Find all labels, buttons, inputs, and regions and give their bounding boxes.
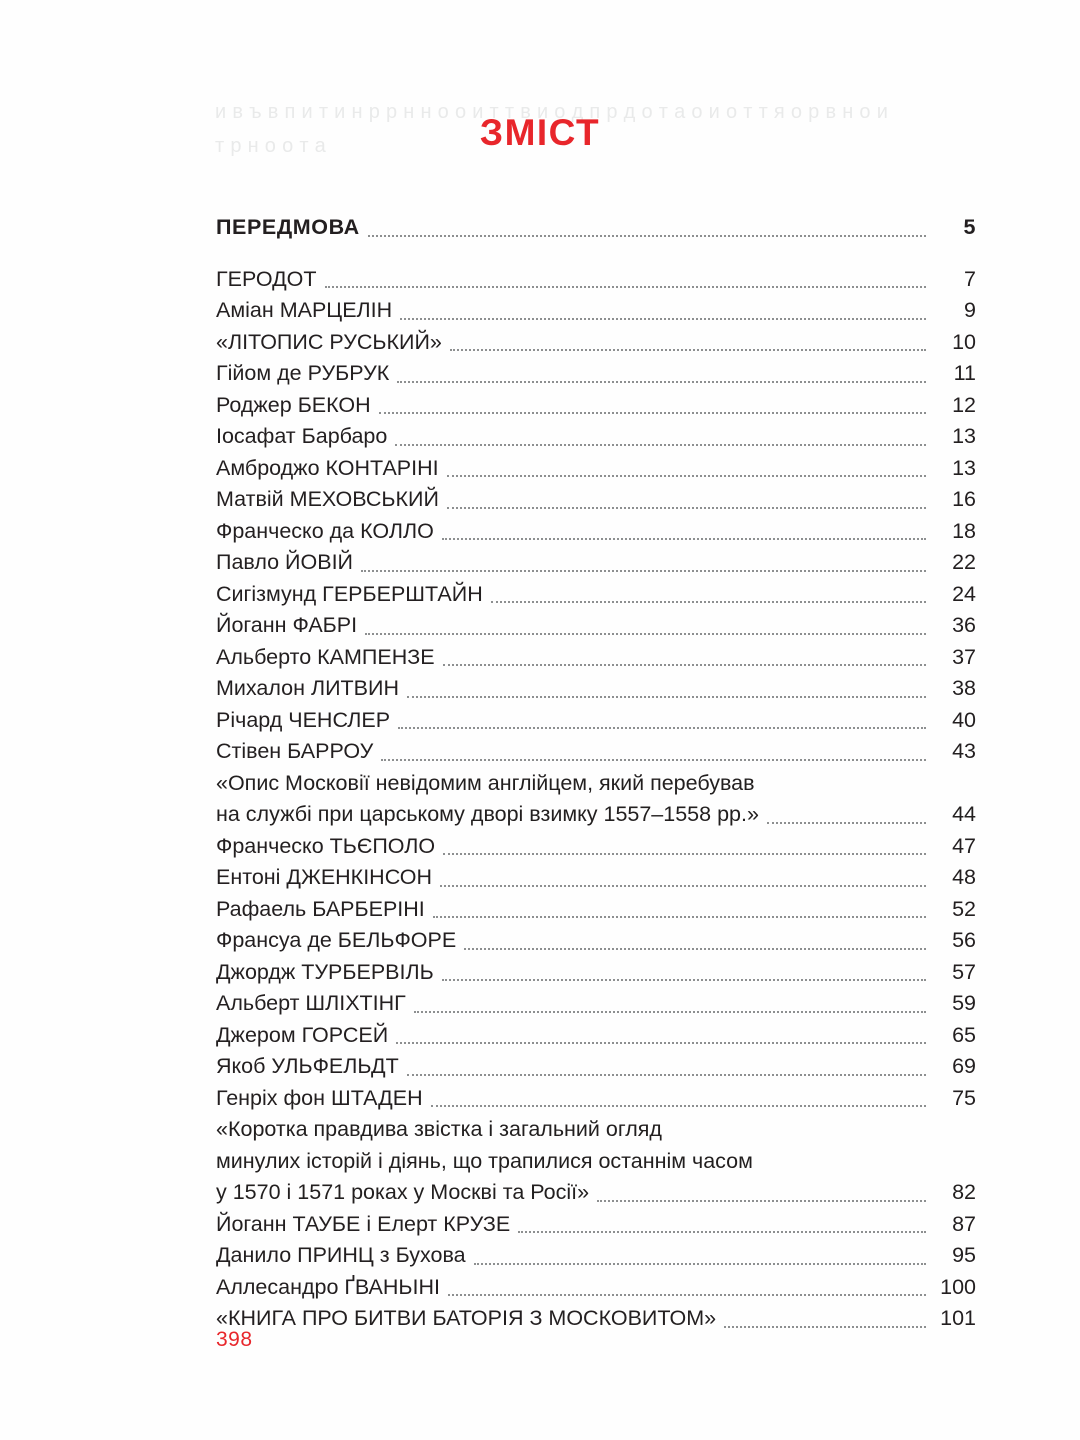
toc-entry[interactable] xyxy=(216,831,976,863)
toc-leader-dots xyxy=(379,411,926,414)
toc-entry-page: 52 xyxy=(952,896,976,921)
toc-entry-page: 11 xyxy=(953,361,976,385)
toc-entry[interactable] xyxy=(216,1303,976,1335)
toc-entry[interactable] xyxy=(216,453,976,485)
toc-entry-page: 101 xyxy=(940,1306,976,1330)
toc-entry-label: Данило ПРИНЦ з Бухова xyxy=(216,1243,466,1267)
toc-entry-label: Павло ЙОВІЙ xyxy=(216,550,353,574)
toc-leader-dots xyxy=(474,1262,926,1265)
toc-entry[interactable] xyxy=(216,705,976,737)
toc-entry-page: 9 xyxy=(964,298,976,322)
toc-entry[interactable] xyxy=(216,1083,976,1115)
toc-entry-page: 7 xyxy=(964,266,976,291)
toc-entry-page: 22 xyxy=(952,550,976,574)
toc-leader-dots xyxy=(365,632,926,635)
toc-entry[interactable] xyxy=(216,1272,976,1304)
toc-entry[interactable] xyxy=(216,547,976,579)
toc-entry[interactable] xyxy=(216,358,976,390)
toc-entry[interactable] xyxy=(216,673,976,705)
toc-leader-dots xyxy=(407,695,926,698)
toc-leader-dots xyxy=(447,474,926,477)
toc-entry-label: Альберт ШЛІХТІНГ xyxy=(216,991,406,1015)
toc-leader-dots xyxy=(431,1104,926,1107)
toc-leader-dots xyxy=(447,506,926,509)
toc-entry[interactable] xyxy=(216,1209,976,1241)
toc-leader-dots xyxy=(518,1230,926,1233)
toc-entry[interactable] xyxy=(216,894,976,926)
toc-entry[interactable] xyxy=(216,736,976,768)
toc-entry-label-line2: минулих історій і діянь, що трапилися останнім часом xyxy=(216,1148,753,1173)
toc-entry-label-line1: «Коротка правдива звістка і загальний огляд xyxy=(216,1117,662,1141)
toc-entry-label: Йоганн ФАБРІ xyxy=(216,613,358,637)
toc-entry-label: Франческо ТЬЄПОЛО xyxy=(216,833,436,858)
toc-entry-page: 43 xyxy=(952,739,976,763)
toc-entry-page: 24 xyxy=(952,581,976,606)
toc-entry-label: Генріх фон ШТАДЕН xyxy=(216,1085,423,1110)
toc-leader-dots xyxy=(400,317,926,320)
toc-entry-label: Франсуа де БЕЛЬФОРЕ xyxy=(216,928,457,952)
toc-entry-label: Якоб УЛЬФЕЛЬДТ xyxy=(216,1054,399,1078)
toc-entry-page: 100 xyxy=(940,1274,976,1299)
toc-entry[interactable] xyxy=(216,295,976,327)
toc-entry-page: 87 xyxy=(952,1211,976,1236)
toc-group-1 xyxy=(216,264,976,768)
page-title: ЗМІСТ xyxy=(479,112,601,153)
toc-entry-page: 13 xyxy=(952,424,976,448)
toc-entry-page: 57 xyxy=(952,959,976,984)
toc-entry-label: Джордж ТУРБЕРВІЛЬ xyxy=(216,959,434,984)
toc-leader-dots xyxy=(395,443,926,446)
toc-entry-label: Матвій МЕХОВСЬКИЙ xyxy=(216,487,439,511)
toc-entry-label: Ентоні ДЖЕНКІНСОН xyxy=(216,865,433,889)
toc-entry-page: 12 xyxy=(952,392,976,417)
toc-entry[interactable] xyxy=(216,579,976,611)
toc-entry-page: 75 xyxy=(952,1085,976,1110)
toc-leader-dots xyxy=(440,884,926,887)
toc-entry-label: Сигізмунд ГЕРБЕРШТАЙН xyxy=(216,581,483,606)
toc-entry-label: Альберто КАМПЕНЗЕ xyxy=(216,644,435,669)
page-folio: 398 xyxy=(216,1328,253,1351)
toc-leader-dots xyxy=(767,821,926,824)
toc-entry-label: Джером ГОРСЕЙ xyxy=(216,1022,389,1047)
toc-entry[interactable] xyxy=(216,957,976,989)
toc-entry-label: Аміан МАРЦЕЛІН xyxy=(216,298,393,322)
toc-entry-label-line3: у 1570 і 1571 роках у Москві та Росії» xyxy=(216,1180,590,1204)
toc-entry-label: Іосафат Барбаро xyxy=(216,424,388,448)
toc-entry-preface[interactable] xyxy=(216,212,976,244)
toc-entry-label: Франческо да КОЛЛО xyxy=(216,518,434,543)
toc-entry-page: 95 xyxy=(952,1243,976,1267)
toc-entry-page: 59 xyxy=(952,991,976,1015)
toc-entry-label: Амброджо КОНТАРІНІ xyxy=(216,455,439,480)
toc-leader-dots xyxy=(361,569,926,572)
toc-leader-dots xyxy=(450,348,926,351)
toc-entry-page: 13 xyxy=(952,455,976,480)
toc-leader-dots xyxy=(397,380,926,383)
toc-entry-page: 16 xyxy=(952,487,976,511)
toc-entry[interactable] xyxy=(216,421,976,453)
toc-entry[interactable] xyxy=(216,327,976,359)
toc-entry-label: Йоганн ТАУБЕ і Елерт КРУЗЕ xyxy=(216,1211,511,1236)
toc-leader-dots xyxy=(414,1010,926,1013)
toc-leader-dots xyxy=(464,947,926,950)
toc-entry[interactable] xyxy=(216,264,976,296)
toc-entry-label: «ЛІТОПИС РУСЬКИЙ» xyxy=(216,329,442,354)
toc-entry-label: Річард ЧЕНСЛЕР xyxy=(216,707,391,732)
toc-entry-page: 48 xyxy=(952,865,976,889)
toc-entry[interactable] xyxy=(216,610,976,642)
toc-group-3 xyxy=(216,1209,976,1335)
toc-leader-dots xyxy=(443,852,926,855)
toc-entry-label: Аллесандро ҐВАНЬІНІ xyxy=(216,1274,440,1299)
toc-entry-label: «КНИГА ПРО БИТВИ БАТОРІЯ З МОСКОВИТОМ» xyxy=(216,1306,717,1330)
toc-entry-multiline[interactable] xyxy=(216,1114,976,1209)
toc-entry[interactable] xyxy=(216,516,976,548)
toc-leader-dots xyxy=(396,1041,926,1044)
toc-entry-label: Гійом де РУБРУК xyxy=(216,361,390,385)
ghost-bleed-text: и в ъ в п и т и н р р н н о о и т т в и о д п р д о т а о и о т т я о р в н о и т р н о о т а xyxy=(215,101,889,157)
toc-leader-dots xyxy=(442,978,926,981)
toc-leader-dots xyxy=(597,1199,926,1202)
toc-entry-label: Роджер БЕКОН xyxy=(216,392,371,417)
toc-entry-page: 38 xyxy=(952,676,976,700)
toc-entry-label: ГЕРОДОТ xyxy=(216,266,317,291)
toc-entry-page: 65 xyxy=(952,1022,976,1047)
toc-entry[interactable] xyxy=(216,642,976,674)
toc-leader-dots xyxy=(448,1293,926,1296)
toc-leader-dots xyxy=(442,537,926,540)
toc-leader-dots xyxy=(325,285,926,288)
toc-entry[interactable] xyxy=(216,484,976,516)
toc-entry-page: 36 xyxy=(952,613,976,637)
toc-entry-label-line2: на службі при царському дворі взимку 1557–1558 рр.» xyxy=(216,802,759,826)
toc-entry-label: Стівен БАРРОУ xyxy=(216,739,374,763)
toc-leader-dots xyxy=(407,1073,926,1076)
toc-entry-label: ПЕРЕДМОВА xyxy=(216,215,360,239)
toc-entry-label-line1: «Опис Московії невідомим англійцем, який перебував xyxy=(216,770,755,795)
toc-entry-page: 69 xyxy=(952,1054,976,1078)
toc-entry[interactable] xyxy=(216,1240,976,1272)
toc-group-2 xyxy=(216,831,976,1115)
toc-leader-dots xyxy=(491,600,926,603)
toc-entry-page: 44 xyxy=(952,802,976,826)
toc-entry[interactable] xyxy=(216,1051,976,1083)
toc-entry-page: 47 xyxy=(952,833,976,858)
toc-entry-page: 18 xyxy=(952,518,976,543)
table-of-contents xyxy=(216,212,976,1335)
toc-entry-page: 37 xyxy=(952,644,976,669)
toc-entry[interactable] xyxy=(216,1020,976,1052)
toc-entry-label: Михалон ЛИТВИН xyxy=(216,676,399,700)
toc-leader-dots xyxy=(433,915,926,918)
toc-entry-page: 56 xyxy=(952,928,976,952)
toc-entry-page: 82 xyxy=(952,1180,976,1204)
toc-entry[interactable] xyxy=(216,390,976,422)
toc-entry-multiline[interactable] xyxy=(216,768,976,831)
toc-entry[interactable] xyxy=(216,862,976,894)
toc-leader-dots xyxy=(443,663,926,666)
toc-entry-page: 5 xyxy=(963,215,976,239)
toc-entry[interactable] xyxy=(216,988,976,1020)
toc-entry[interactable] xyxy=(216,925,976,957)
toc-leader-dots xyxy=(398,726,926,729)
toc-leader-dots xyxy=(724,1325,926,1328)
toc-entry-page: 40 xyxy=(952,707,976,732)
toc-leader-dots xyxy=(368,234,926,237)
toc-leader-dots xyxy=(381,758,926,761)
toc-entry-page: 10 xyxy=(952,329,976,354)
toc-entry-label: Рафаель БАРБЕРІНІ xyxy=(216,896,425,921)
